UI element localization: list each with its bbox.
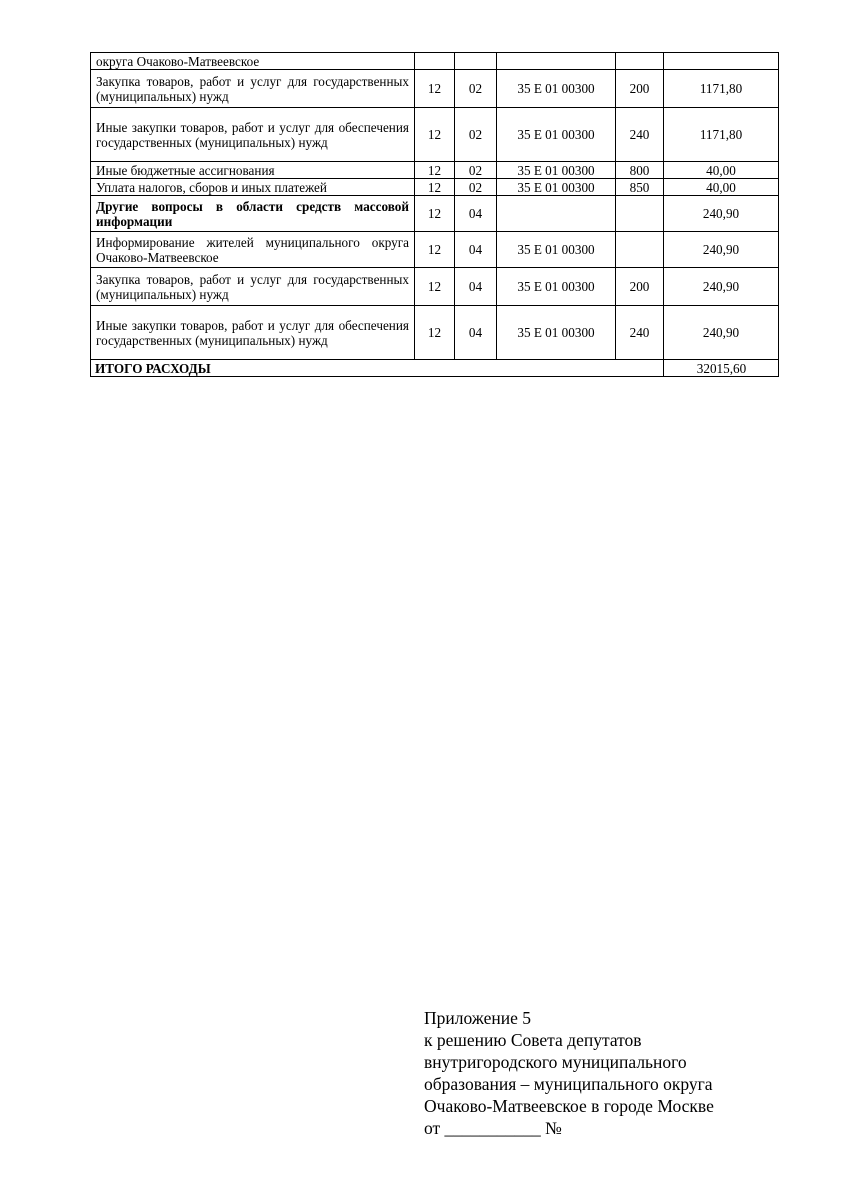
row-subsection-cell: 02 bbox=[455, 162, 497, 179]
row-target-article-cell bbox=[497, 53, 616, 70]
row-section-cell: 12 bbox=[415, 268, 455, 306]
row-target-article-cell bbox=[497, 196, 616, 232]
row-expense-type-cell: 850 bbox=[616, 179, 664, 196]
appendix-date-number: от ___________ № bbox=[424, 1118, 562, 1138]
row-sum-cell: 240,90 bbox=[664, 196, 779, 232]
table-row bbox=[91, 53, 779, 70]
budget-table bbox=[90, 52, 779, 377]
row-name-cell: округа Очаково-Матвеевское bbox=[91, 53, 415, 70]
row-sum-cell: 1171,80 bbox=[664, 108, 779, 162]
table-row bbox=[91, 196, 779, 232]
row-section-cell: 12 bbox=[415, 196, 455, 232]
table-row bbox=[91, 162, 779, 179]
row-section-cell bbox=[415, 53, 455, 70]
table-row bbox=[91, 306, 779, 360]
row-name-cell: Другие вопросы в области средств массовой информации bbox=[91, 196, 415, 232]
row-name-cell: Уплата налогов, сборов и иных платежей bbox=[91, 179, 415, 196]
row-sum-cell: 240,90 bbox=[664, 268, 779, 306]
row-section-cell: 12 bbox=[415, 108, 455, 162]
table-row bbox=[91, 70, 779, 108]
table-row bbox=[91, 108, 779, 162]
row-section-cell: 12 bbox=[415, 306, 455, 360]
row-subsection-cell: 02 bbox=[455, 70, 497, 108]
table-row bbox=[91, 179, 779, 196]
total-label: ИТОГО РАСХОДЫ bbox=[91, 360, 664, 377]
row-expense-type-cell: 240 bbox=[616, 306, 664, 360]
appendix-title: Приложение 5 bbox=[424, 1008, 532, 1028]
row-subsection-cell: 02 bbox=[455, 108, 497, 162]
row-expense-type-cell: 200 bbox=[616, 70, 664, 108]
row-target-article-cell: 35 Е 01 00300 bbox=[497, 232, 616, 268]
appendix-caption bbox=[424, 1007, 804, 1139]
row-target-article-cell: 35 Е 01 00300 bbox=[497, 306, 616, 360]
row-subsection-cell: 04 bbox=[455, 268, 497, 306]
row-target-article-cell: 35 Е 01 00300 bbox=[497, 268, 616, 306]
row-expense-type-cell: 240 bbox=[616, 108, 664, 162]
row-section-cell: 12 bbox=[415, 179, 455, 196]
row-name-cell: Закупка товаров, работ и услуг для государственных (муниципальных) нужд bbox=[91, 70, 415, 108]
table-row bbox=[91, 232, 779, 268]
row-section-cell: 12 bbox=[415, 70, 455, 108]
row-subsection-cell: 04 bbox=[455, 196, 497, 232]
row-expense-type-cell bbox=[616, 232, 664, 268]
row-sum-cell: 40,00 bbox=[664, 179, 779, 196]
row-section-cell: 12 bbox=[415, 232, 455, 268]
total-sum: 32015,60 bbox=[664, 360, 779, 377]
row-sum-cell bbox=[664, 53, 779, 70]
row-expense-type-cell bbox=[616, 53, 664, 70]
total-row bbox=[91, 360, 779, 377]
row-sum-cell: 40,00 bbox=[664, 162, 779, 179]
row-expense-type-cell bbox=[616, 196, 664, 232]
row-sum-cell: 240,90 bbox=[664, 232, 779, 268]
row-sum-cell: 240,90 bbox=[664, 306, 779, 360]
row-name-cell: Иные бюджетные ассигнования bbox=[91, 162, 415, 179]
table-row bbox=[91, 268, 779, 306]
row-name-cell: Информирование жителей муниципального округа Очаково-Матвеевское bbox=[91, 232, 415, 268]
row-name-cell: Иные закупки товаров, работ и услуг для обеспечения государственных (муниципальных) нужд bbox=[91, 108, 415, 162]
row-name-cell: Иные закупки товаров, работ и услуг для обеспечения государственных (муниципальных) нужд bbox=[91, 306, 415, 360]
row-section-cell: 12 bbox=[415, 162, 455, 179]
row-target-article-cell: 35 Е 01 00300 bbox=[497, 162, 616, 179]
row-target-article-cell: 35 Е 01 00300 bbox=[497, 179, 616, 196]
row-subsection-cell: 04 bbox=[455, 306, 497, 360]
row-expense-type-cell: 200 bbox=[616, 268, 664, 306]
appendix-line: к решению Совета депутатов bbox=[424, 1030, 642, 1050]
row-subsection-cell: 04 bbox=[455, 232, 497, 268]
row-expense-type-cell: 800 bbox=[616, 162, 664, 179]
table-body bbox=[91, 53, 779, 377]
row-sum-cell: 1171,80 bbox=[664, 70, 779, 108]
row-subsection-cell bbox=[455, 53, 497, 70]
row-subsection-cell: 02 bbox=[455, 179, 497, 196]
appendix-line: внутригородского муниципального bbox=[424, 1052, 687, 1072]
row-target-article-cell: 35 Е 01 00300 bbox=[497, 108, 616, 162]
appendix-line: образования – муниципального округа bbox=[424, 1074, 713, 1094]
row-name-cell: Закупка товаров, работ и услуг для государственных (муниципальных) нужд bbox=[91, 268, 415, 306]
appendix-line: Очаково-Матвеевское в городе Москве bbox=[424, 1096, 714, 1116]
row-target-article-cell: 35 Е 01 00300 bbox=[497, 70, 616, 108]
